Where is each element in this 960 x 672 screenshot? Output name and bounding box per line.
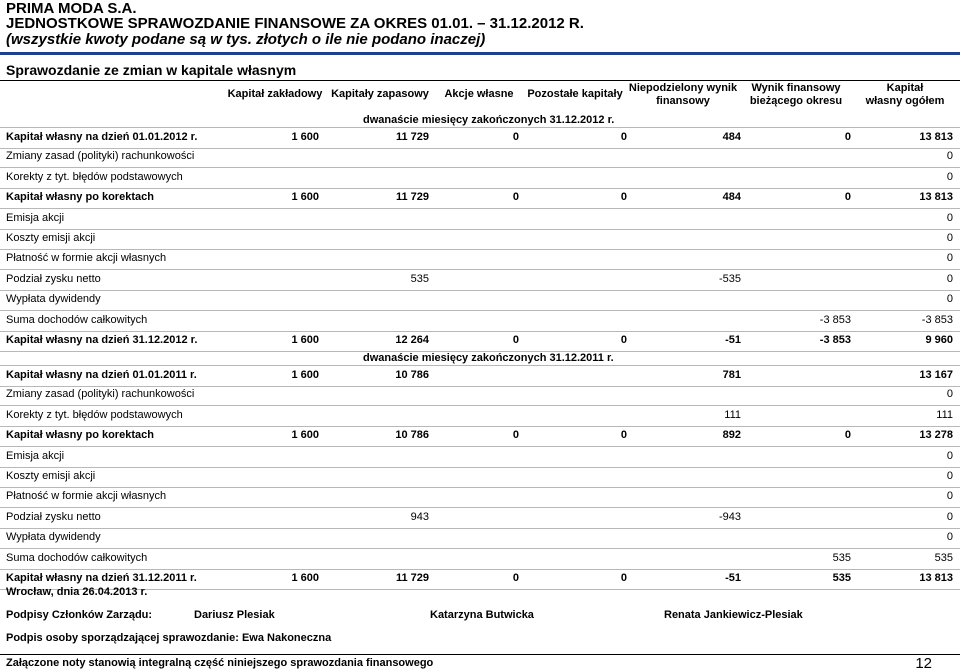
- preparer-signature: Podpis osoby sporządzającej sprawozdanie: Ewa Nakoneczna: [6, 632, 332, 644]
- cell-value: 10 786: [395, 369, 429, 381]
- cell-value: 0: [946, 490, 953, 503]
- row-label: Kapitał własny na dzień 01.01.2011 r.: [6, 369, 197, 381]
- cell-value: 1 600: [291, 572, 319, 584]
- cell-value: 781: [722, 369, 741, 381]
- cell-value: 0: [946, 449, 953, 462]
- col-header-line: Kapitały zapasowy: [331, 88, 429, 100]
- row-label: Kapitał własny na dzień 31.12.2012 r.: [6, 334, 198, 346]
- cell-value: 0: [946, 170, 953, 183]
- col-header-own-shares: [432, 88, 526, 101]
- cell-value: 0: [946, 272, 953, 285]
- col-header-line: Kapitał: [886, 82, 924, 94]
- table-row: [0, 249, 960, 270]
- notes-statement: Załączone noty stanowią integralną część niniejszego sprawozdania finansowego: [6, 657, 434, 669]
- cell-value: 535: [832, 551, 851, 564]
- cell-value: 0: [844, 191, 851, 204]
- cell-value: -943: [718, 510, 741, 523]
- cell-value: 1 600: [291, 429, 319, 442]
- table-row: [0, 209, 960, 230]
- table-row: [0, 147, 960, 168]
- cell-value: -535: [718, 272, 741, 285]
- row-label: Kapitał własny na dzień 01.01.2012 r.: [6, 131, 198, 143]
- row-label: Podział zysku netto: [6, 510, 101, 523]
- statement-title: Sprawozdanie ze zmian w kapitale własnym: [6, 62, 297, 78]
- cell-value: 535: [410, 272, 429, 285]
- table-row: [0, 270, 960, 291]
- cell-value: 943: [410, 510, 429, 523]
- board-member-3: Renata Jankiewicz-Plesiak: [664, 609, 803, 621]
- col-header-line: Pozostałe kapitały: [527, 88, 623, 100]
- col-header-line: Akcje własne: [444, 88, 514, 100]
- table-row: [0, 168, 960, 189]
- table-row: [0, 229, 960, 250]
- cell-value: 0: [946, 470, 953, 482]
- board-member-1: Dariusz Plesiak: [194, 609, 275, 621]
- col-header-reserve-capital: [328, 88, 432, 101]
- period-2011-label: dwanaście miesięcy zakończonych 31.12.2011 r.: [363, 352, 614, 364]
- row-label: Wypłata dywidendy: [6, 531, 101, 544]
- cell-value: 0: [620, 334, 627, 346]
- header-rule: [0, 52, 960, 55]
- board-member-2: Katarzyna Butwicka: [430, 609, 534, 621]
- row-label: Płatność w formie akcji własnych: [6, 252, 167, 265]
- row-label: Emisja akcji: [6, 449, 65, 462]
- cell-value: 13 167: [919, 369, 953, 381]
- title-rule: [0, 80, 960, 81]
- amounts-note: (wszystkie kwoty podane są w tys. złotych o ile nie podano inaczej): [6, 31, 486, 48]
- row-label: Zmiany zasad (polityki) rachunkowości: [6, 150, 195, 163]
- cell-value: 13 813: [919, 131, 953, 143]
- col-header-line: finansowy: [656, 95, 710, 107]
- cell-value: 0: [620, 131, 627, 143]
- cell-value: 0: [512, 191, 519, 204]
- table-row: [0, 331, 960, 352]
- table-row: [0, 487, 960, 508]
- cell-value: 12 264: [395, 334, 429, 346]
- cell-value: 0: [946, 211, 953, 224]
- cell-value: 0: [946, 510, 953, 523]
- cell-value: 892: [722, 429, 741, 442]
- report-title: JEDNOSTKOWE SPRAWOZDANIE FINANSOWE ZA OKRES 01.01. – 31.12.2012 R.: [6, 15, 584, 32]
- row-label: Suma dochodów całkowitych: [6, 313, 148, 326]
- cell-value: 0: [946, 293, 953, 306]
- table-row: [0, 365, 960, 387]
- cell-value: 0: [844, 131, 851, 143]
- cell-value: -51: [725, 334, 741, 346]
- col-header-line: Niepodzielony wynik: [628, 82, 738, 94]
- row-label: Wypłata dywidendy: [6, 293, 101, 306]
- page-number: 12: [915, 655, 932, 672]
- cell-value: -3 853: [921, 313, 953, 326]
- cell-value: 535: [934, 551, 953, 564]
- cell-value: 0: [620, 191, 627, 204]
- cell-value: -3 853: [819, 334, 851, 346]
- row-label: Korekty z tyt. błędów podstawowych: [6, 170, 183, 183]
- row-label: Kapitał własny po korektach: [6, 429, 154, 442]
- place-date: Wrocław, dnia 26.04.2013 r.: [6, 586, 148, 598]
- table-row: [0, 528, 960, 549]
- cell-value: 0: [620, 429, 627, 442]
- cell-value: 10 786: [395, 429, 429, 442]
- cell-value: 0: [946, 232, 953, 244]
- row-label: Suma dochodów całkowitych: [6, 551, 148, 564]
- cell-value: 0: [512, 131, 519, 143]
- cell-value: 535: [832, 572, 851, 584]
- cell-value: 1 600: [291, 131, 319, 143]
- cell-value: 11 729: [395, 191, 429, 204]
- cell-value: 0: [620, 572, 627, 584]
- cell-value: 1 600: [291, 334, 319, 346]
- table-row: [0, 549, 960, 570]
- table-row: [0, 467, 960, 488]
- cell-value: 0: [844, 429, 851, 442]
- cell-value: 13 813: [919, 191, 953, 204]
- col-header-other-capital: [520, 88, 630, 101]
- footer-rule: [0, 654, 960, 655]
- cell-value: 1 600: [291, 369, 319, 381]
- col-header-retained-earnings: [620, 82, 746, 108]
- cell-value: 13 278: [919, 429, 953, 442]
- col-header-line: Kapitał zakładowy: [227, 88, 323, 100]
- cell-value: 0: [946, 388, 953, 401]
- table-row: [0, 290, 960, 311]
- cell-value: 0: [512, 429, 519, 442]
- table-row: [0, 311, 960, 332]
- cell-value: -3 853: [819, 313, 851, 326]
- table-row: [0, 426, 960, 447]
- table-row: [0, 127, 960, 149]
- row-label: Zmiany zasad (polityki) rachunkowości: [6, 388, 195, 401]
- cell-value: 0: [946, 252, 953, 265]
- row-label: Płatność w formie akcji własnych: [6, 490, 167, 503]
- col-header-line: Wynik finansowy: [751, 82, 841, 94]
- cell-value: 111: [936, 408, 953, 421]
- row-label: Kapitał własny na dzień 31.12.2011 r.: [6, 572, 197, 584]
- row-label: Koszty emisji akcji: [6, 232, 96, 244]
- col-header-current-result: [744, 82, 848, 108]
- col-header-total-equity: [855, 82, 955, 108]
- cell-value: 0: [512, 334, 519, 346]
- row-label: Koszty emisji akcji: [6, 470, 96, 482]
- table-row: [0, 188, 960, 209]
- col-header-line: bieżącego okresu: [749, 95, 843, 107]
- row-label: Podział zysku netto: [6, 272, 101, 285]
- cell-value: 13 813: [919, 572, 953, 584]
- cell-value: 0: [946, 150, 953, 163]
- table-row: [0, 385, 960, 406]
- table-row: [0, 508, 960, 529]
- row-label: Emisja akcji: [6, 211, 65, 224]
- col-header-line: własny ogółem: [865, 95, 945, 107]
- cell-value: 111: [724, 408, 741, 421]
- cell-value: 11 729: [395, 131, 429, 143]
- row-label: Kapitał własny po korektach: [6, 191, 154, 204]
- cell-value: 0: [946, 531, 953, 544]
- cell-value: 0: [512, 572, 519, 584]
- col-header-share-capital: [222, 88, 328, 101]
- cell-value: 1 600: [291, 191, 319, 204]
- period-2012-label: dwanaście miesięcy zakończonych 31.12.2012 r.: [363, 114, 615, 126]
- row-label: Korekty z tyt. błędów podstawowych: [6, 408, 183, 421]
- cell-value: 484: [722, 131, 741, 143]
- table-row: [0, 406, 960, 427]
- cell-value: 9 960: [925, 334, 953, 346]
- cell-value: 484: [722, 191, 741, 204]
- table-row: [0, 447, 960, 468]
- cell-value: 11 729: [395, 572, 429, 584]
- board-signatures-label: Podpisy Członków Zarządu:: [6, 609, 153, 621]
- company-name: PRIMA MODA S.A.: [6, 0, 137, 17]
- cell-value: -51: [725, 572, 741, 584]
